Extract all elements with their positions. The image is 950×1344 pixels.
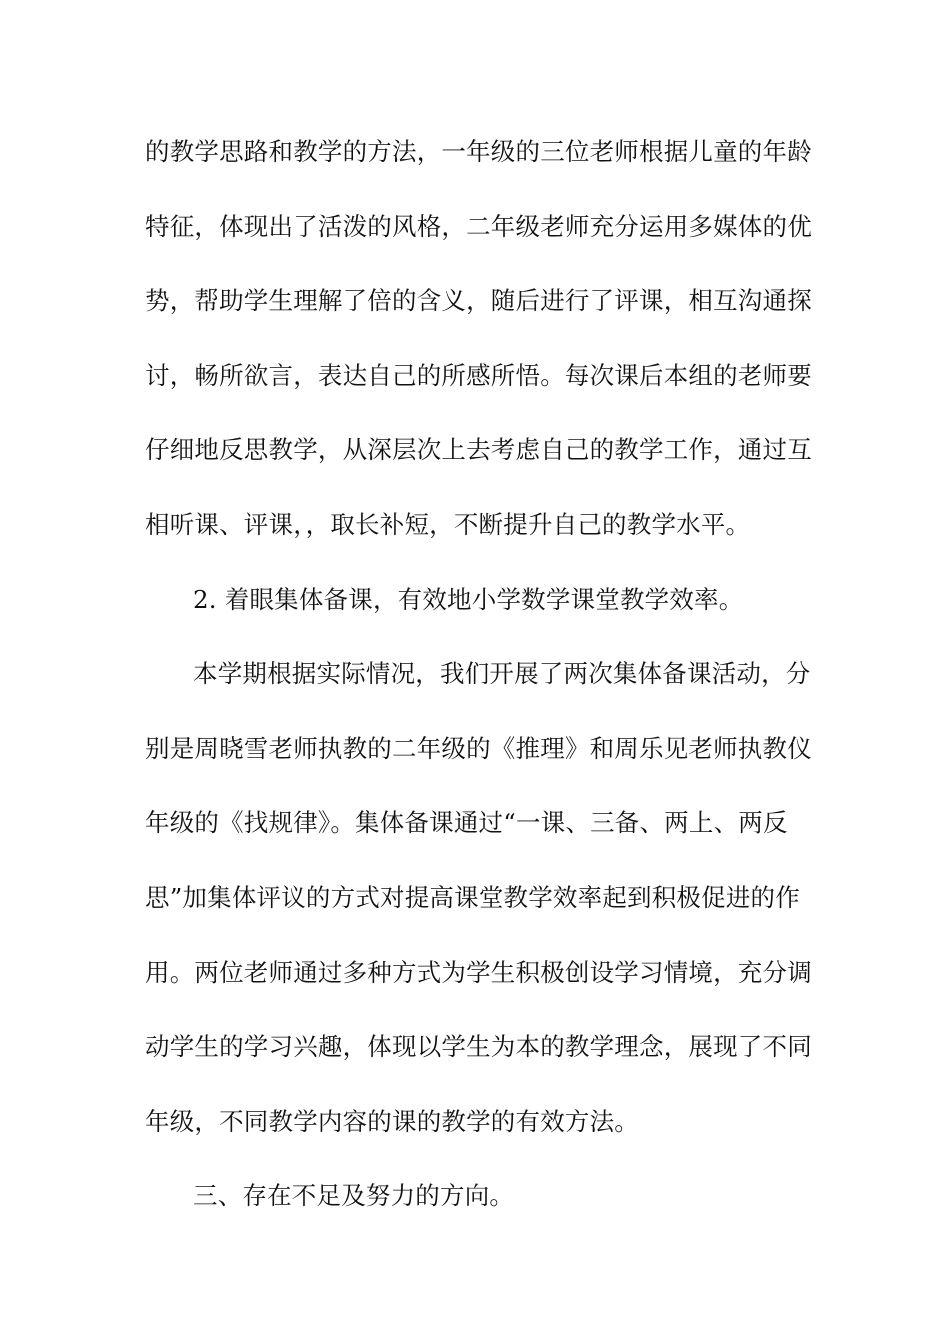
paragraph-line: 本学期根据实际情况，我们开展了两次集体备课活动，分 <box>193 659 811 689</box>
paragraph-line: 的教学思路和教学的方法，一年级的三位老师根据儿童的年龄 <box>145 137 812 166</box>
document-body <box>145 130 815 1249</box>
paragraph-line: 特征，体现出了活泼的风格，二年级老师充分运用多媒体的优 <box>145 211 812 241</box>
paragraph-line: 仔细地反思教学，从深层次上去考虑自己的教学工作，通过互 <box>145 435 812 465</box>
section-heading-3: 三、存在不足及努力的方向。 <box>193 1181 515 1211</box>
paragraph-line: 讨，畅所欲言，表达自己的所感所悟。每次课后本组的老师要 <box>145 360 812 390</box>
paragraph-line: 别是周晓雪老师执教的二年级的《推理》和周乐见老师执教仪 <box>145 733 812 763</box>
paragraph-line: 动学生的学习兴趣，体现以学生为本的教学理念，展现了不同 <box>145 1032 812 1062</box>
paragraph-line: 思”加集体评议的方式对提高课堂教学效率起到积极促进的作 <box>145 882 800 912</box>
paragraph-line: 年级的《找规律》。集体备课通过“一课、三备、两上、两反 <box>145 808 788 838</box>
paragraph-line: 年级，不同教学内容的课的教学的有效方法。 <box>145 1106 639 1136</box>
section-heading-2: 2. 着眼集体备课，有效地小学数学课堂教学效率。 <box>193 584 744 614</box>
paragraph-line: 势，帮助学生理解了倍的含义，随后进行了评课，相互沟通探 <box>145 286 812 316</box>
paragraph-line: 用。两位老师通过多种方式为学生积极创设学习情境，充分调 <box>145 957 812 987</box>
paragraph-line: 相听课、评课，，取长补短，不断提升自己的教学水平。 <box>145 509 751 539</box>
